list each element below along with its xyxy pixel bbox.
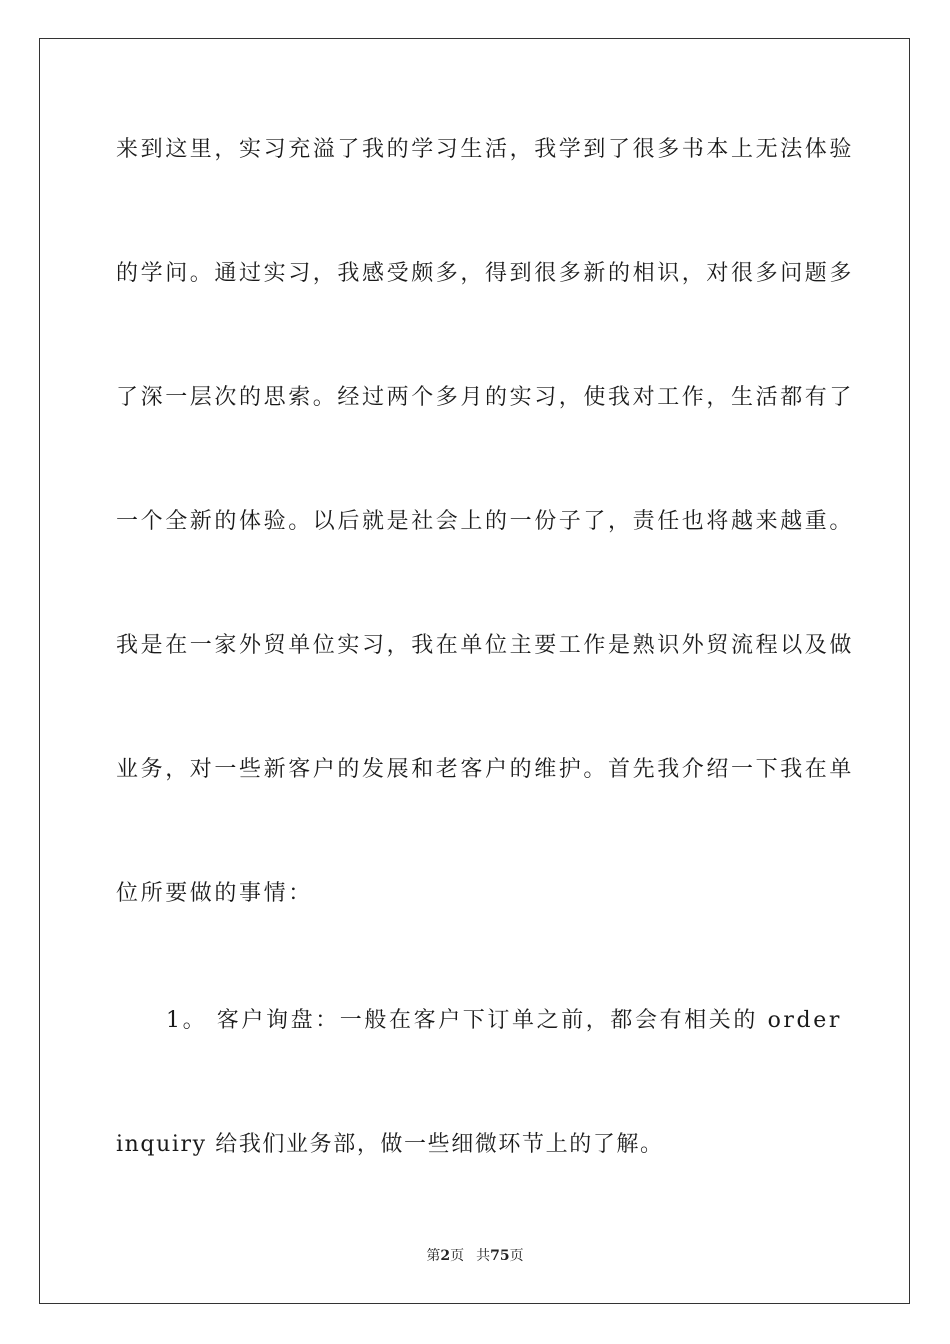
paragraph-line: 我是在一家外贸单位实习，我在单位主要工作是熟识外贸流程以及做 [116, 633, 855, 658]
paragraph-line: 位所要做的事情： [116, 881, 313, 906]
paragraph-line: 来到这里，实习充溢了我的学习生活，我学到了很多书本上无法体验 [116, 137, 855, 162]
page-prefix: 第 [426, 1248, 441, 1264]
paragraph-line: 的学问。通过实习，我感受颇多，得到很多新的相识，对很多问题多 [116, 261, 855, 286]
page-suffix: 页 [450, 1248, 465, 1264]
total-prefix: 共 [476, 1248, 491, 1264]
paragraph-line: 业务，对一些新客户的发展和老客户的维护。首先我介绍一下我在单 [116, 757, 855, 782]
page-border [39, 38, 910, 1304]
total-pages: 75 [490, 1248, 510, 1264]
page-number: 2 [440, 1248, 451, 1264]
paragraph-line: 一个全新的体验。以后就是社会上的一份子了，责任也将越来越重。 [116, 509, 855, 534]
list-item-line: inquiry 给我们业务部，做一些细微环节上的了解。 [116, 1132, 664, 1157]
page-footer [0, 1247, 950, 1265]
paragraph-line: 了深一层次的思索。经过两个多月的实习，使我对工作，生活都有了 [116, 385, 855, 410]
list-item-line: 1。 客户询盘：一般在客户下订单之前，都会有相关的 order [166, 1008, 842, 1033]
total-suffix: 页 [509, 1248, 524, 1264]
